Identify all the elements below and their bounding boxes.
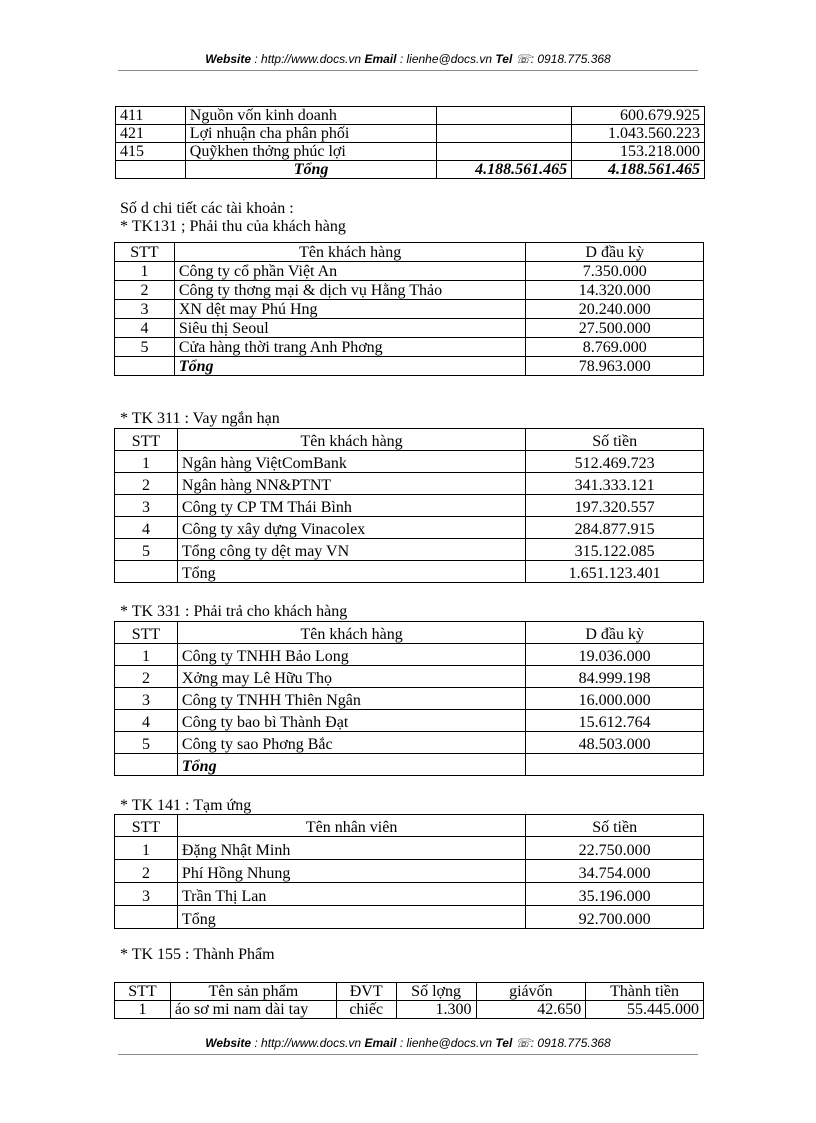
unit-cell: chiếc (336, 1001, 396, 1019)
debit-cell (437, 107, 572, 125)
tk141-title: * TK 141 : Tạm ứng (120, 797, 252, 814)
table-row (115, 883, 704, 906)
table-row (116, 143, 705, 161)
col-header-amount: Số tiền (526, 429, 704, 451)
tk155-table (114, 982, 704, 1019)
table-row (115, 517, 704, 539)
tk331-table (114, 621, 704, 776)
tk311-table (114, 428, 704, 583)
amount-cell: 512.469.723 (526, 451, 704, 473)
total-label: Tổng (177, 754, 525, 776)
account-name: Quỹkhen thởng phúc lợi (185, 143, 437, 161)
stt-cell: 3 (115, 688, 178, 710)
table-row (115, 666, 704, 688)
email-label: Email (364, 1036, 397, 1050)
amount-cell: 35.196.000 (526, 883, 704, 906)
table-header-row (115, 243, 704, 262)
total-amount: 1.651.123.401 (526, 561, 704, 583)
col-header-name: Tên khách hàng (174, 243, 526, 262)
col-header-quantity: Số lợng (396, 983, 476, 1001)
customer-name: Công ty TNHH Thiên Ngân (177, 688, 525, 710)
total-row (115, 561, 704, 583)
amount-cell: 8.769.000 (526, 338, 704, 357)
email-value[interactable]: : lienhe@docs.vn (399, 1036, 493, 1050)
total-cell: 55.445.000 (586, 1001, 704, 1019)
amount-cell: 284.877.915 (526, 517, 704, 539)
customer-name: Công ty CP TM Thái Bình (177, 495, 525, 517)
tk331-title: * TK 331 : Phải trả cho khách hàng (120, 603, 348, 620)
stt-cell: 3 (115, 300, 175, 319)
employee-name: Đặng Nhật Minh (177, 837, 525, 860)
stt-cell: 1 (115, 1001, 171, 1019)
customer-name: Công ty cổ phần Việt An (174, 262, 526, 281)
total-amount: 78.963.000 (526, 357, 704, 376)
table-header-row (115, 983, 704, 1001)
tel-label: Tel (495, 1036, 513, 1050)
customer-name: Ngân hàng NN&PTNT (177, 473, 525, 495)
col-header-amount: D đầu kỳ (526, 243, 704, 262)
col-header-name: Tên khách hàng (177, 429, 525, 451)
customer-name: Ngân hàng ViệtComBank (177, 451, 525, 473)
employee-name: Trần Thị Lan (177, 883, 525, 906)
page-footer (0, 1036, 816, 1050)
table-row (115, 495, 704, 517)
credit-cell: 1.043.560.223 (572, 125, 705, 143)
total-label: Tổng (177, 906, 525, 929)
stt-cell: 1 (115, 262, 175, 281)
col-header-amount: Số tiền (526, 815, 704, 837)
debit-cell (437, 143, 572, 161)
amount-cell: 16.000.000 (526, 688, 704, 710)
account-code: 415 (116, 143, 186, 161)
phone-icon: ☏ (515, 52, 531, 66)
stt-cell: 5 (115, 338, 175, 357)
amount-cell: 14.320.000 (526, 281, 704, 300)
col-header-product: Tên sản phẩm (170, 983, 336, 1001)
table-row (115, 732, 704, 754)
amount-cell: 197.320.557 (526, 495, 704, 517)
stt-cell: 4 (115, 710, 178, 732)
table-row (115, 710, 704, 732)
customer-name: Tổng công ty dệt may VN (177, 539, 525, 561)
quantity-cell: 1.300 (396, 1001, 476, 1019)
customer-name: XN dệt may Phú Hng (174, 300, 526, 319)
price-cell: 42.650 (476, 1001, 586, 1019)
col-header-stt: STT (115, 983, 171, 1001)
stt-cell: 1 (115, 837, 178, 860)
customer-name: Công ty bao bì Thành Đạt (177, 710, 525, 732)
detail-heading: Số d chi tiết các tài khoản : (120, 200, 294, 217)
table-header-row (115, 429, 704, 451)
col-header-stt: STT (115, 243, 175, 262)
customer-name: Công ty TNHH Bảo Long (177, 644, 525, 666)
amount-cell: 7.350.000 (526, 262, 704, 281)
amount-cell: 34.754.000 (526, 860, 704, 883)
website-url[interactable]: : http://www.docs.vn (254, 52, 362, 66)
total-debit: 4.188.561.465 (437, 161, 572, 179)
tk141-table (114, 814, 704, 929)
tk311-title: * TK 311 : Vay ngắn hạn (120, 410, 280, 427)
stt-cell: 1 (115, 451, 178, 473)
col-header-amount: D đầu kỳ (526, 622, 704, 644)
stt-cell: 5 (115, 732, 178, 754)
account-name: Lợi nhuận cha phân phối (185, 125, 437, 143)
col-header-stt: STT (115, 429, 178, 451)
total-row (115, 906, 704, 929)
table-row (115, 338, 704, 357)
total-label: Tổng (185, 161, 437, 179)
table-header-row (115, 815, 704, 837)
tel-label: Tel (495, 52, 513, 66)
stt-cell: 3 (115, 495, 178, 517)
customer-name: Công ty sao Phơng Bắc (177, 732, 525, 754)
table-row (116, 125, 705, 143)
table-row (115, 473, 704, 495)
employee-name: Phí Hồng Nhung (177, 860, 525, 883)
website-label: Website (205, 52, 252, 66)
table-row (115, 688, 704, 710)
total-row (115, 357, 704, 376)
stt-cell: 4 (115, 517, 178, 539)
table-row (115, 262, 704, 281)
col-header-name: Tên nhân viên (177, 815, 525, 837)
total-row (115, 754, 704, 776)
amount-cell: 48.503.000 (526, 732, 704, 754)
table-row (116, 107, 705, 125)
stt-cell: 2 (115, 666, 178, 688)
total-row (116, 161, 705, 179)
stt-cell: 3 (115, 883, 178, 906)
balance-table (115, 106, 705, 179)
stt-cell: 2 (115, 473, 178, 495)
tk155-title: * TK 155 : Thành Phẩm (120, 946, 275, 963)
col-header-total: Thành tiền (586, 983, 704, 1001)
col-header-stt: STT (115, 622, 178, 644)
debit-cell (437, 125, 572, 143)
stt-cell: 1 (115, 644, 178, 666)
amount-cell: 315.122.085 (526, 539, 704, 561)
customer-name: Công ty xây dựng Vinacolex (177, 517, 525, 539)
account-code: 421 (116, 125, 186, 143)
account-name: Nguồn vốn kinh doanh (185, 107, 437, 125)
table-row (115, 860, 704, 883)
amount-cell: 27.500.000 (526, 319, 704, 338)
phone-icon: ☏ (515, 1036, 531, 1050)
header-divider (118, 70, 698, 71)
col-header-unit: ĐVT (336, 983, 396, 1001)
col-header-stt: STT (115, 815, 178, 837)
stt-cell: 5 (115, 539, 178, 561)
stt-cell: 2 (115, 281, 175, 300)
tel-value: : 0918.775.368 (530, 1036, 611, 1050)
customer-name: Công ty thơng mại & dịch vụ Hằng Thảo (174, 281, 526, 300)
email-label: Email (364, 52, 397, 66)
table-row (115, 837, 704, 860)
col-header-price: giávốn (476, 983, 586, 1001)
col-header-name: Tên khách hàng (177, 622, 525, 644)
total-credit: 4.188.561.465 (572, 161, 705, 179)
stt-cell: 4 (115, 319, 175, 338)
tk131-title: * TK131 ; Phải thu của khách hàng (120, 218, 346, 235)
product-name: áo sơ mi nam dài tay (170, 1001, 336, 1019)
table-row (115, 281, 704, 300)
amount-cell: 15.612.764 (526, 710, 704, 732)
table-row (115, 644, 704, 666)
customer-name: Siêu thị Seoul (174, 319, 526, 338)
table-row (115, 539, 704, 561)
total-label: Tổng (177, 561, 525, 583)
page-header (0, 52, 816, 66)
amount-cell: 20.240.000 (526, 300, 704, 319)
total-amount (526, 754, 704, 776)
amount-cell: 341.333.121 (526, 473, 704, 495)
footer-divider (118, 1054, 698, 1055)
total-amount: 92.700.000 (526, 906, 704, 929)
email-value[interactable]: : lienhe@docs.vn (399, 52, 493, 66)
tk131-table (114, 242, 704, 376)
credit-cell: 153.218.000 (572, 143, 705, 161)
table-row (115, 1001, 704, 1019)
amount-cell: 19.036.000 (526, 644, 704, 666)
tel-value: : 0918.775.368 (530, 52, 611, 66)
table-row (115, 451, 704, 473)
table-row (115, 319, 704, 338)
website-label: Website (205, 1036, 252, 1050)
website-url[interactable]: : http://www.docs.vn (254, 1036, 362, 1050)
account-code: 411 (116, 107, 186, 125)
table-header-row (115, 622, 704, 644)
customer-name: Xởng may Lê Hữu Thọ (177, 666, 525, 688)
amount-cell: 22.750.000 (526, 837, 704, 860)
amount-cell: 84.999.198 (526, 666, 704, 688)
table-row (115, 300, 704, 319)
total-label: Tổng (174, 357, 526, 376)
customer-name: Cửa hàng thời trang Anh Phơng (174, 338, 526, 357)
credit-cell: 600.679.925 (572, 107, 705, 125)
stt-cell: 2 (115, 860, 178, 883)
